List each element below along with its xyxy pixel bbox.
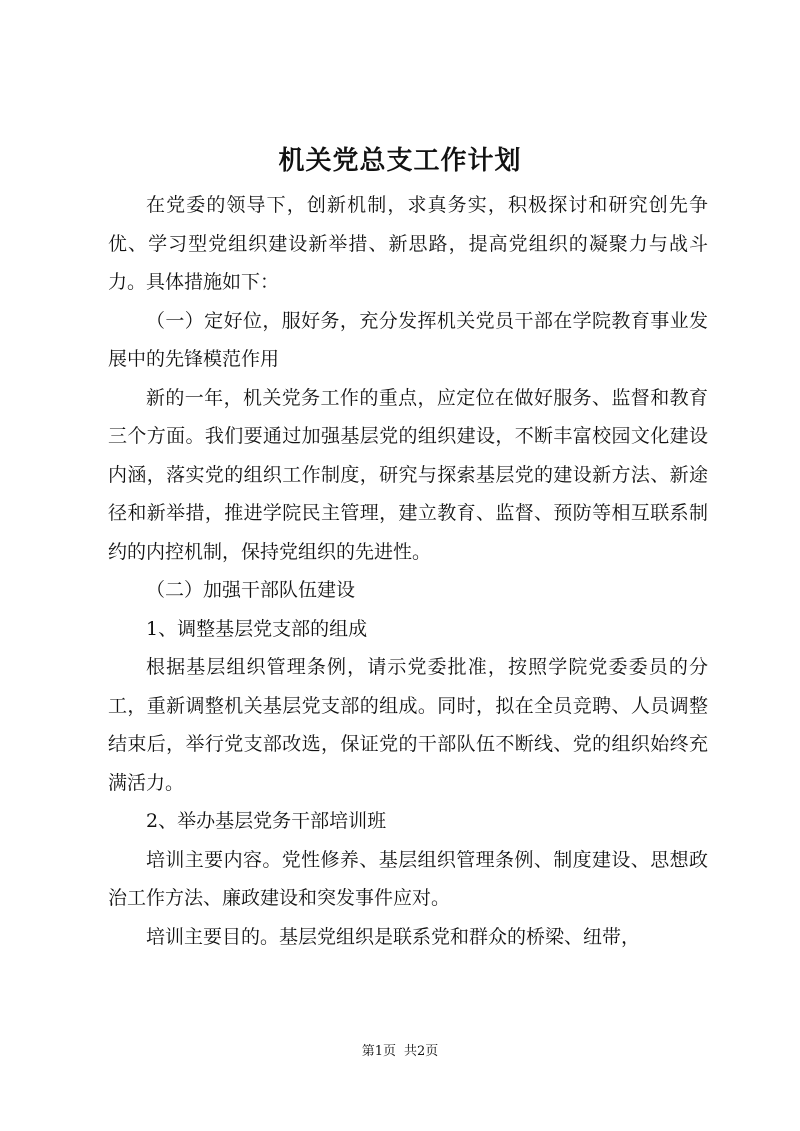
paragraph-training-purpose: 培训主要目的。基层党组织是联系党和群众的桥梁、纽带，: [146, 925, 641, 948]
page-footer: [0, 1043, 800, 1061]
paragraph-focus: 新的一年，机关党务工作的重点，应定位在做好服务、监督和教育三个方面。我们要通过加强基层党的组织建设，不断丰富校园文化建设内涵，落实党的组织工作制度，研究与探索基层党的建设新方法、新途径和新举措，推进学院民主管理，建立教育、监督、预防等相互联系制约的内控机制，保持党组织的先进性。: [108, 386, 708, 563]
page-number-total: 共2页: [404, 1044, 439, 1059]
section-heading-2: （二）加强干部队伍建设: [146, 579, 356, 601]
paragraph-training-content: 培训主要内容。党性修养、基层组织管理条例、制度建设、思想政治工作方法、廉政建设和突发事件应对。: [108, 848, 708, 909]
subheading-training: 2、举办基层党务干部培训班: [146, 810, 387, 832]
document-title: 机关党总支工作计划: [278, 146, 522, 176]
paragraph-intro: 在党委的领导下，创新机制，求真务实，积极探讨和研究创先争优、学习型党组织建设新举措、新思路，提高党组织的凝聚力与战斗力。具体措施如下：: [108, 194, 708, 293]
subheading-adjust-branches: 1、调整基层党支部的组成: [146, 617, 368, 640]
section-heading-1: （一）定好位，服好务，充分发挥机关党员干部在学院教育事业发展中的先锋模范作用: [108, 309, 708, 370]
paragraph-adjust-branches: 根据基层组织管理条例，请示党委批准，按照学院党委委员的分工，重新调整机关基层党支部的组成。同时，拟在全员竞聘、人员调整结束后，举行党支部改选，保证党的干部队伍不断线、党的组织始终充满活力。: [108, 656, 708, 794]
page-number-current: 第1页: [361, 1044, 396, 1059]
document-body: [108, 186, 708, 956]
